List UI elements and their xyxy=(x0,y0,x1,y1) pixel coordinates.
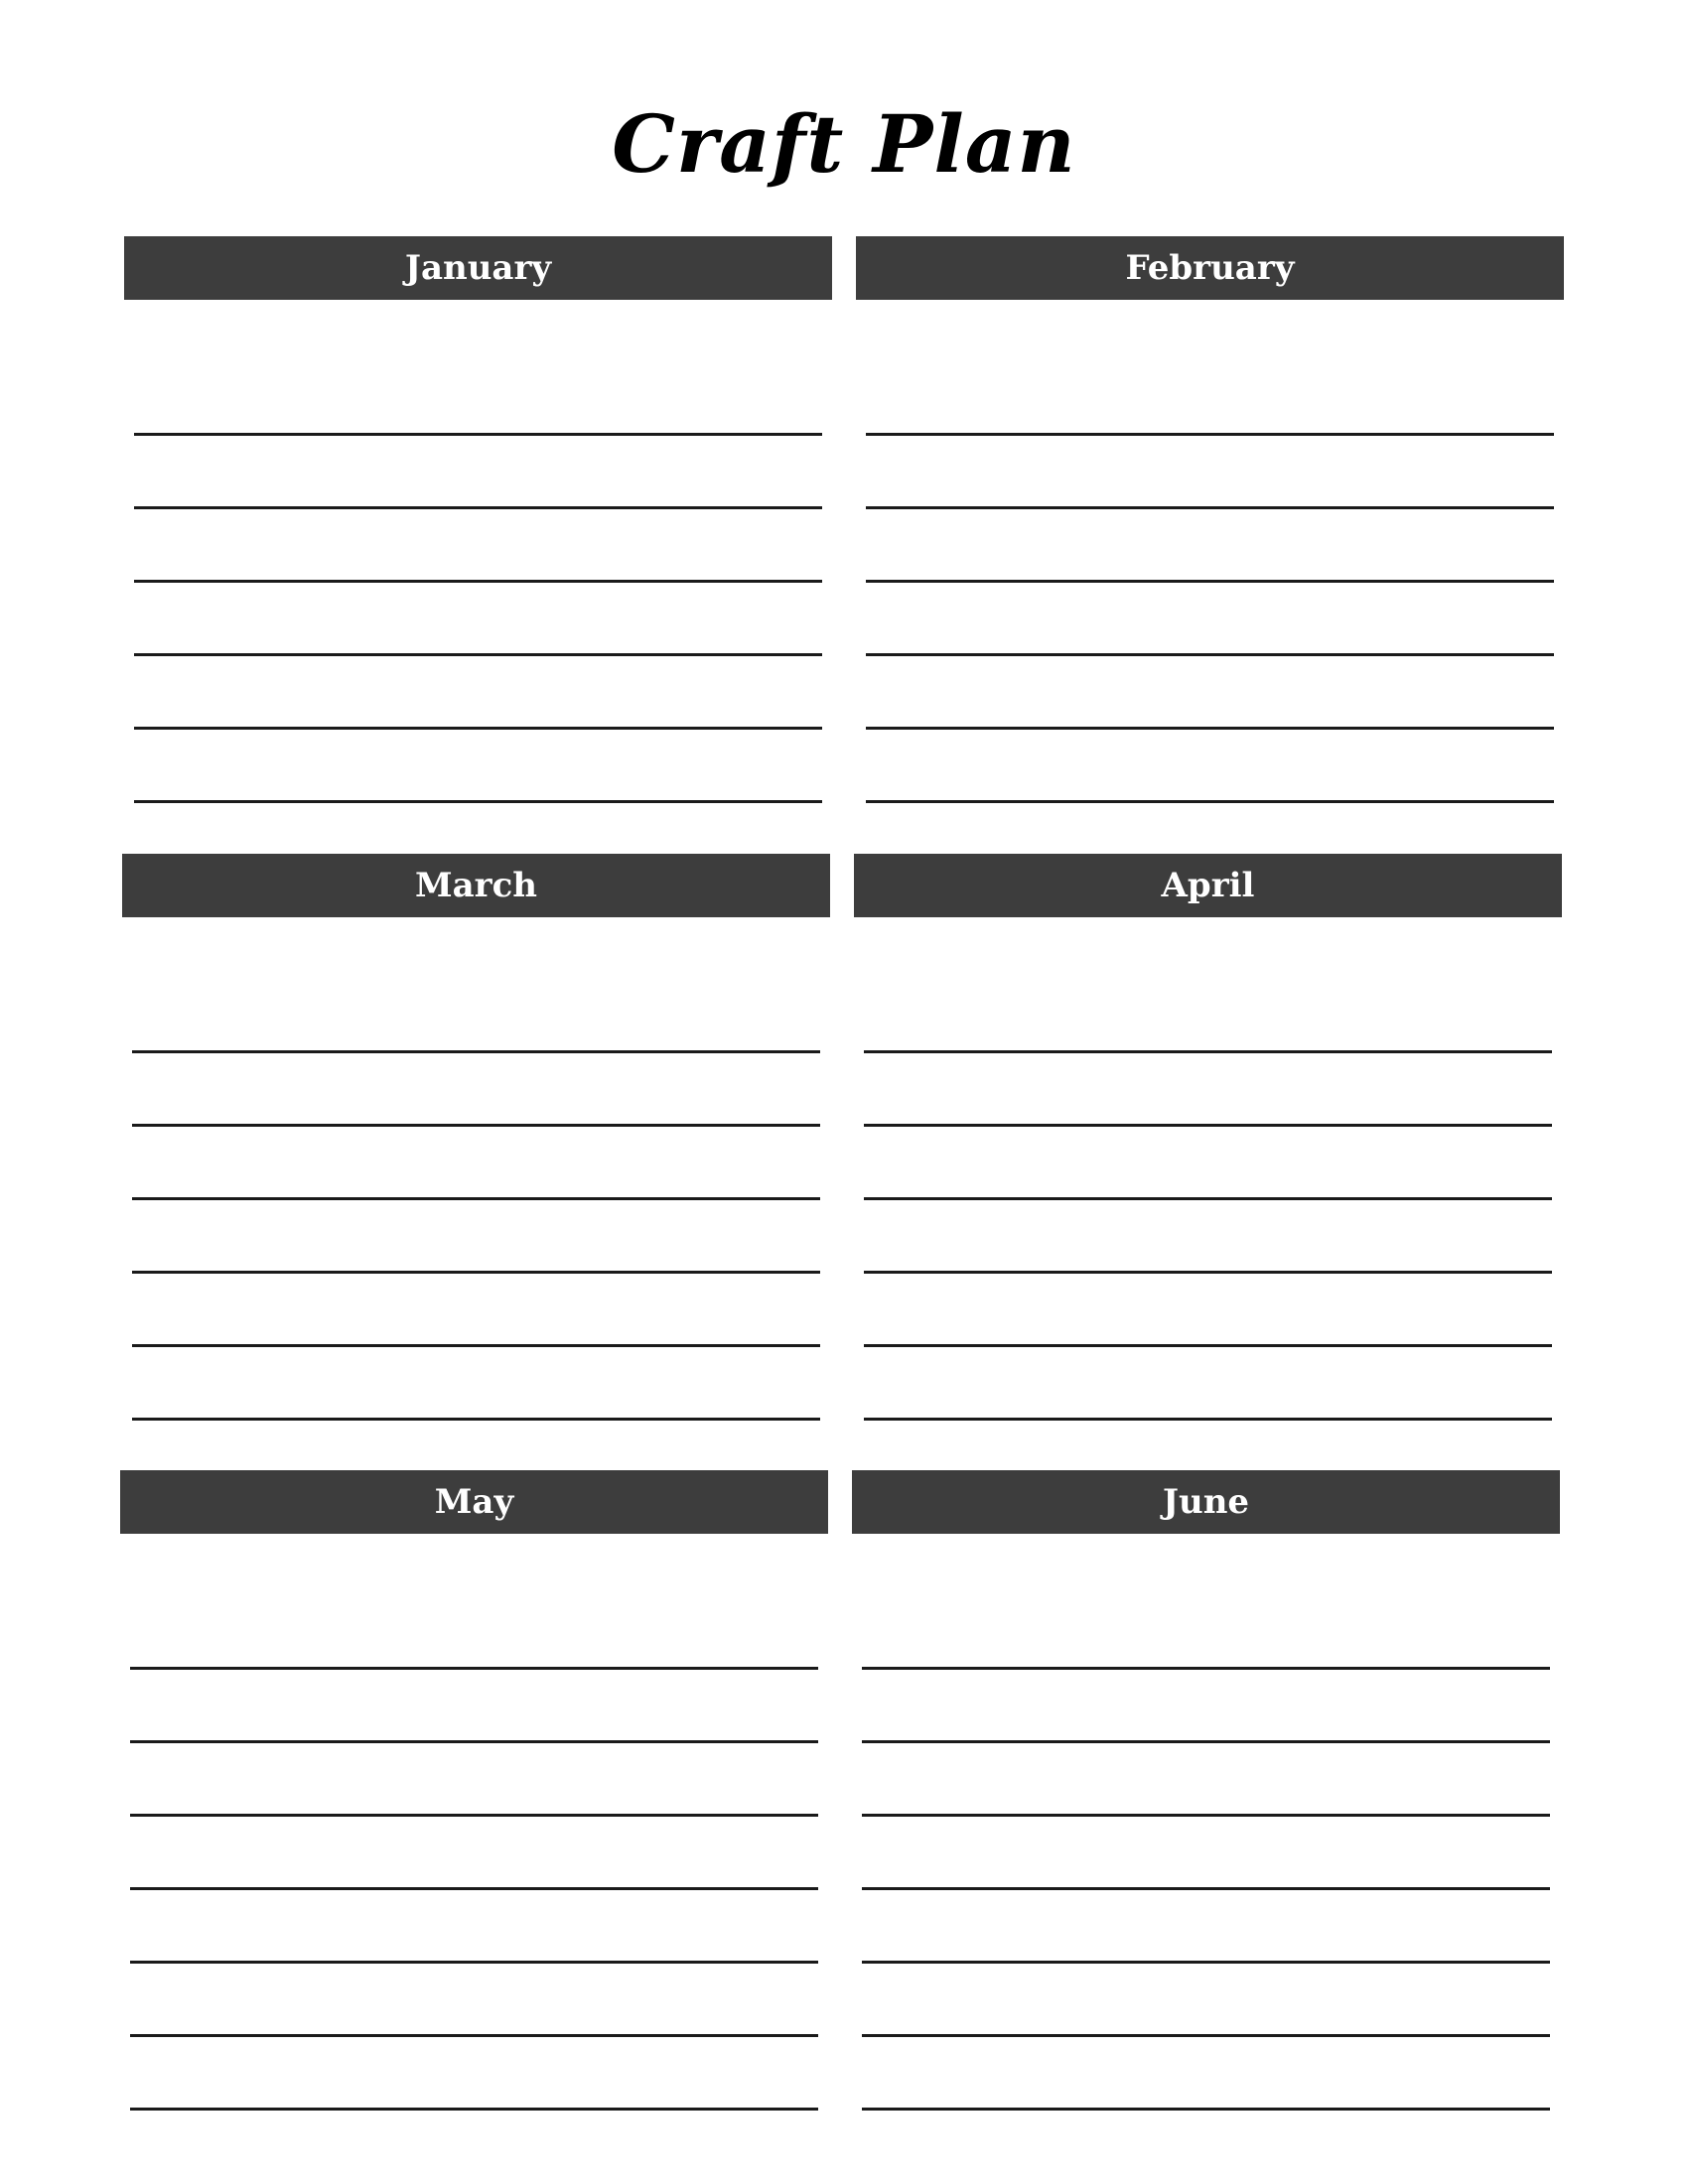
writing-line[interactable] xyxy=(862,1740,1550,1743)
writing-line[interactable] xyxy=(862,2108,1550,2111)
month-block-may xyxy=(120,1470,828,1534)
writing-line[interactable] xyxy=(866,653,1554,656)
month-header: June xyxy=(852,1470,1560,1534)
writing-line[interactable] xyxy=(130,1667,818,1670)
writing-line[interactable] xyxy=(134,433,822,436)
writing-line[interactable] xyxy=(864,1197,1552,1200)
writing-line[interactable] xyxy=(134,800,822,803)
writing-line[interactable] xyxy=(132,1124,820,1127)
writing-line[interactable] xyxy=(130,2034,818,2037)
writing-line[interactable] xyxy=(866,800,1554,803)
writing-line[interactable] xyxy=(862,1814,1550,1817)
writing-line[interactable] xyxy=(864,1050,1552,1053)
page-title: Craft Plan xyxy=(612,97,1076,191)
month-header: January xyxy=(124,236,832,300)
writing-line[interactable] xyxy=(134,653,822,656)
writing-line[interactable] xyxy=(864,1344,1552,1347)
writing-line[interactable] xyxy=(866,580,1554,583)
writing-line[interactable] xyxy=(132,1197,820,1200)
writing-line[interactable] xyxy=(866,506,1554,509)
writing-line[interactable] xyxy=(132,1050,820,1053)
writing-line[interactable] xyxy=(866,433,1554,436)
writing-line[interactable] xyxy=(862,2034,1550,2037)
month-block-june xyxy=(852,1470,1560,1534)
month-block-march xyxy=(122,854,830,917)
writing-line[interactable] xyxy=(130,2108,818,2111)
writing-line[interactable] xyxy=(134,580,822,583)
writing-line[interactable] xyxy=(130,1740,818,1743)
month-block-april xyxy=(854,854,1562,917)
writing-line[interactable] xyxy=(132,1271,820,1274)
month-header: February xyxy=(856,236,1564,300)
writing-line[interactable] xyxy=(864,1271,1552,1274)
writing-line[interactable] xyxy=(862,1887,1550,1890)
writing-line[interactable] xyxy=(132,1418,820,1421)
writing-line[interactable] xyxy=(134,506,822,509)
writing-line[interactable] xyxy=(864,1124,1552,1127)
writing-line[interactable] xyxy=(862,1961,1550,1964)
month-block-february xyxy=(856,236,1564,300)
writing-line[interactable] xyxy=(864,1418,1552,1421)
month-block-january xyxy=(124,236,832,300)
writing-line[interactable] xyxy=(132,1344,820,1347)
writing-line[interactable] xyxy=(130,1814,818,1817)
month-header: March xyxy=(122,854,830,917)
month-header: May xyxy=(120,1470,828,1534)
writing-line[interactable] xyxy=(130,1961,818,1964)
writing-line[interactable] xyxy=(134,727,822,730)
writing-line[interactable] xyxy=(866,727,1554,730)
writing-line[interactable] xyxy=(862,1667,1550,1670)
writing-line[interactable] xyxy=(130,1887,818,1890)
month-header: April xyxy=(854,854,1562,917)
